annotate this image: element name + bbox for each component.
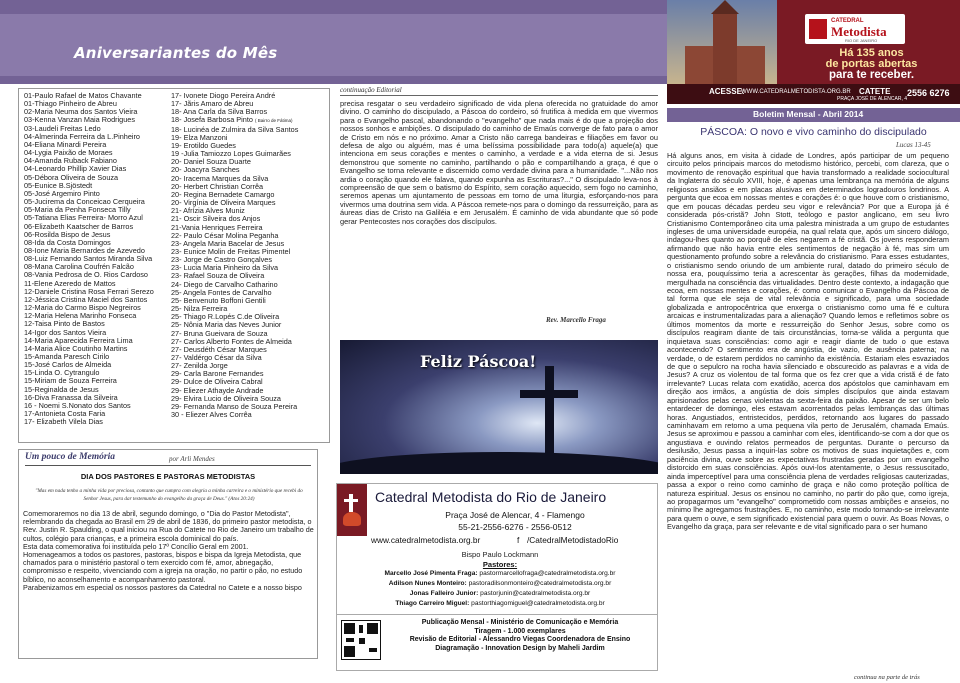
easter-image [340,340,658,474]
birthday-entry [171,100,329,108]
birthday-banner [0,0,667,84]
birthday-name: 29- Fernanda Manso de Souza Pereira [171,402,298,411]
birthday-name: 15-Linda O. Cytrangulo [24,369,100,378]
birthday-name: 04-Eliana Minardi Pereira [24,140,107,149]
birthday-list [18,88,330,443]
birthday-entry [24,263,174,271]
birthday-name: 15-Miriam de Souza Ferreira [24,377,117,386]
birthday-name: 25- Nilza Ferreira [171,305,228,314]
birthday-entry [24,337,174,345]
card-pastor-row [341,570,659,577]
birthday-entry [171,411,329,419]
birthday-entry [24,149,174,157]
birthday-name: 12-Taisa Pinto de Bastos [24,320,105,329]
church-tower [713,12,737,84]
birthday-entry [24,377,174,385]
ad-promo-line-3: para te receber. [828,69,915,81]
birthday-entry [24,214,174,222]
card-pastor-name: Marcello José Pimenta Fraga: [384,570,478,577]
birthday-entry [24,271,174,279]
birthday-entry [24,361,174,369]
birthday-entry [171,183,329,191]
birthday-name: 01-Thiago Pinheiro de Abreu [24,100,117,109]
card-pastores-label: Pastores: [482,560,518,569]
birthday-name: 25- Angela Fontes de Carvalho [171,288,272,297]
ad-promo-line-1: Há 135 anos [839,47,904,59]
birthday-name: 22- Paulo César Molina Peganha [171,231,279,240]
memoria-paragraph: Parabenizamos em especial os nossos pastores da Catedral no Catete e a nosso bispo [23,582,302,592]
ad-site-link[interactable]: WWW.CATEDRALMETODISTA.ORG.BR [741,89,851,95]
qr-code-icon[interactable] [341,620,381,660]
birthday-entry [24,410,174,418]
boletim-bar [667,108,960,122]
cathedral-card [336,483,658,671]
birthday-entry [24,369,174,377]
card-pastor-email[interactable]: pastoradilsonmonteiro@catedralmetodista.org.br [468,580,612,587]
birthday-entry [171,321,329,329]
birthday-name: 17- Elizabeth Vilela Dias [24,418,103,427]
ad-logo-sub: RIO DE JANEIRO [845,38,878,43]
birthday-entry [24,312,174,320]
card-pub-line: Tiragem - 1.000 exemplares [474,627,566,635]
card-publication-info [387,619,653,653]
editorial-divider [340,95,658,96]
birthday-name: 21-Vania Henriques Ferreira [171,223,263,232]
memoria-subtitle: DIA DOS PASTORES E PASTORAS METODISTAS [80,472,256,481]
memoria-quote: "Mas em nada tenho a minha vida por preciosa, contanto que cumpra com alegria a minha carreira e o ministério que recebi do Senhor Jesus, para dar testemunho do evangelho da graça de Deus." (Atos 20:24) [35,488,303,502]
card-phones: 55-21-2556-6276 - 2556-0512 [458,522,572,532]
birthday-entry [171,199,329,207]
birthday-entry [24,190,174,198]
birthday-entry [171,256,329,264]
card-pub-line: Revisão de Editorial - Alessandro Viegas Coordenadora de Ensino [409,636,631,643]
birthday-entry [171,395,329,403]
birthday-entry [171,150,329,158]
birthday-note: ( Bairro de Fátima) [254,118,293,124]
church-spire [711,0,739,14]
birthday-entry [24,304,174,312]
birthday-name: 21- Afrízia Alves Muniz [171,207,245,216]
birthday-name: 08-Ione Maria Bernardes de Azevedo [24,246,145,255]
birthday-name: 15-Amanda Paresch Cirilo [24,353,110,361]
birthday-entry [24,100,174,108]
birthday-entry [24,394,174,402]
birthday-entry [171,297,329,305]
birthday-name: 20- Virgínia de Oliveira Marques [171,199,276,208]
birthday-entry [171,264,329,272]
birthday-entry [171,126,329,134]
birthday-name: 29- Dulce de Oliveira Cabral [171,378,263,387]
birthday-name: 27- Deusdéth César Marques [171,345,267,354]
birthday-entry [171,142,329,150]
card-bishop: Bispo Paulo Lockmann [461,550,539,559]
birthday-entry [24,320,174,328]
methodist-logo-icon [809,19,827,39]
birthday-name: 03-Kenna Vanzan Maia Rodrigues [24,116,136,125]
birthday-name: 30 - Eliezer Alves Corrêa [171,411,252,420]
birthday-name: 12-Jéssica Cristina Maciel dos Santos [24,295,148,304]
birthday-name: 08-Ida da Costa Domingos [24,238,111,247]
birthday-name: 20- Iracema Marques da Silva [171,174,269,183]
birthday-column-2 [171,92,329,419]
card-pub-line: Publicação Mensal - Ministério de Comunicação e Memória [421,619,619,626]
birthday-name: 20- Joacyra Sanches [171,166,240,175]
birthday-name: 12-Maria Helena Marinho Fonseca [24,312,137,321]
ad-catete-label: CATETE [859,87,891,96]
birthday-name: 14-Maria Alice Coutinho Martins [24,344,128,353]
birthday-name: 08-Luiz Fernando Santos Miranda Silva [24,255,153,264]
birthday-entry [171,281,329,289]
birthday-entry [24,182,174,190]
birthday-name: 02-Maria Neuma dos Santos Vieira [24,108,138,117]
birthday-entry [24,386,174,394]
methodist-cross-flame-icon [337,484,367,536]
church-photo [667,0,777,84]
birthday-name: 03-Laudeli Freitas Ledo [24,124,101,133]
birthday-name: 27- Valdérgo César da Silva [171,354,262,362]
card-site-link[interactable]: www.catedralmetodista.org.br [371,535,481,545]
birthday-name: 04-Almerinda Ferreira da L.Pinheiro [24,132,140,141]
birthday-entry [171,305,329,313]
birthday-entry [171,224,329,232]
birthday-entry [171,215,329,223]
ad-acesse-label: ACESSE: [709,87,745,96]
article-reference: Lucas 13-45 [896,141,931,149]
birthday-name: 08-Vania Pedrosa de O. Rios Cardoso [24,271,148,280]
editorial-label: continuação Editorial [340,86,402,94]
birthday-entry [171,175,329,183]
birthday-entry [171,387,329,395]
memoria-text [23,510,317,592]
birthday-entry [24,116,174,124]
memoria-section [18,449,318,659]
birthday-name: 20- Daniel Souza Duarte [171,158,251,167]
birthday-entry [171,346,329,354]
birthday-entry [171,330,329,338]
birthday-column-1 [24,92,174,426]
birthday-name: 04-Amanda Ruback Fabiano [24,157,117,166]
ad-logo-name: Metodista [831,24,887,39]
card-pastor-name: Adilson Nunes Monteiro: [388,580,467,587]
birthday-entry [24,296,174,304]
birthday-entry [171,92,329,100]
birthday-entry [171,272,329,280]
birthday-entry [24,231,174,239]
birthday-name: 23- Angela Maria Bacelar de Jesus [171,239,285,248]
birthday-entry [24,329,174,337]
birthday-name: 23- Jorge de Castro Gonçalves [171,256,272,265]
birthday-name: 19 -Julia Tamiozzo Lopes Guimarães [171,150,291,159]
birthday-entry [24,125,174,133]
birthday-entry [171,362,329,370]
birthday-name: 19- Elza Manzoni [171,133,228,142]
birthday-entry [171,240,329,248]
birthday-name: 29- Eliezer Athayde Andrade [171,386,264,395]
birthday-entry [24,133,174,141]
birthday-entry [171,378,329,386]
birthday-entry [171,248,329,256]
birthday-name: 04-Leonardo Phillip Xavier Dias [24,165,127,174]
card-pastor-name: Jonas Falleiro Junior: [409,590,479,597]
facebook-icon: f [517,535,520,545]
card-pastor-email[interactable]: pastormarcellofraga@catedralmetodista.org.br [479,570,616,577]
memoria-divider [25,465,311,466]
birthday-name: 17-Antonieta Costa Faria [24,410,106,419]
ad-phone: 2556 6276 [907,88,950,98]
birthday-name: 23- Lucia Maria Pinheiro da Silva [171,264,279,273]
birthday-name: 16 - Noemi S.Nonato dos Santos [24,401,131,410]
birthday-entry [171,108,329,116]
birthday-entry [24,141,174,149]
ad-address: PRAÇA JOSÉ DE ALENCAR, 4 [837,96,908,102]
birthday-name: 20- Regina Bernadete Camargo [171,190,275,199]
birthday-name: 05-Eunice B.Sjöstedt [24,181,93,190]
card-pastor-name: Thiago Carreiro Miguel: [395,600,470,607]
birthday-entry [24,402,174,410]
birthday-entry [171,166,329,174]
birthday-name: 05-Maria da Penha Fonseca Tilly [24,206,131,215]
card-facebook-link[interactable]: /CatedralMetodistadoRio [527,535,619,545]
birthday-name: 15-Reginalda de Jesus [24,385,99,394]
memoria-paragraph: Esta data comemorativa foi instituída pelo 17º Concílio Geral em 2001. [23,541,249,551]
card-pastor-row [341,590,659,597]
editorial-text: precisa resgatar o seu verdadeiro significado de vida plena oferecida no gratuidade do amor divino. O caminho do discipulado, a Páscoa do cordeiro, só frutifica à medida em que vivermos para o Evangelho pascal, abandonando o "evangelho" que nada mais é do que a projeção dos nossos sonhos e ambições. O discipulado do caminho de Emaús converge de fato para o amor de Cristo em nós e no próximo. Amar a Cristo não carrega bandeiras e filiações em favor ou defesa de algo ou alguém, mas é uma belíssima possibilidade para todo(a) aquele(a) que intenciona em seus corações e mentes o caminho, a verdade e a vida eterna de si. Jesus demonstrou que somente no caminho, partilhando o pão e compartilhando a graça, é que o Evangelho se torna relevante e discernido como verdade divina para a humanidade. "...Não nos ardia o coração quando ele falava, quando expunha as Escrituras?..." O discipulado leva-nos à compreensão de que sem o batismo do Espírito, sem coração aquecido, sem fogo no caminho, seremos apenas um ajuntamento de pessoas em torno de uma liturgia, esforçando-nos para vivermos uma doutrina sem vida. A Páscoa remete-nos para o domingo da ressurreição, para as áureas dias de Cristo na Galiléia e em Jerusalém. É caminho de vida abundante que só pode gerar Pentecostes nos corações dos discípulos. [340,99,658,226]
ad-info-strip [667,84,960,104]
birthday-name: 06-Elizabeth Kaatscher de Barros [24,222,134,231]
birthday-entry [24,280,174,288]
birthday-entry [24,345,174,353]
birthday-name: 08-Mana Carolina Coufrén Falcão [24,263,134,272]
birthday-entry [24,165,174,173]
birthday-name: 21- Oscir Silveira dos Anjos [171,215,261,224]
editorial-signature: Rev. Marcello Fraga [546,316,606,324]
birthday-name: 05-Débora Oliveira de Souza [24,173,119,182]
birthday-entry [171,403,329,411]
birthday-entry [24,206,174,214]
birthday-entry [24,198,174,206]
easter-greeting: Feliz Páscoa! [420,352,537,371]
article-continued-note: continua na parte de trás [854,674,920,681]
birthday-name: 24- Diego de Carvalho Catharino [171,280,278,289]
birthday-entry [171,134,329,142]
hill-silhouette [340,452,658,474]
birthday-name: 16-Diva Franassa da Silveira [24,393,118,402]
birthday-name: 27- Bruna Gueivara de Souza [171,329,268,338]
birthday-name: 20- Herbert Christian Corrêa [171,182,264,191]
birthday-name: 18- Josefa Barbosa Pinto [171,116,253,125]
birthday-name: 18- Ana Carla da Silva Barros [171,108,268,117]
memoria-title: Um pouco de Memória [25,452,115,462]
birthday-name: 23- Rafael Souza de Oliveira [171,272,265,281]
cathedral-ad[interactable] [667,0,960,104]
memoria-paragraph: Comemoraremos no dia 13 de abril, segundo domingo, o "Dia do Pastor Metodista", relembrando da chegada ao Brasil em 29 de abril de 1836, do primeiro pastor metodista, o Rev. Justin R. Spaulding, o qual iniciou na Rua do Catete no Rio de Janeiro um trabalho de cultos, colégio para crianças, e a primeira escola dominical do país. [23,509,314,543]
card-pastor-email[interactable]: pastorthiagomiguel@catedralmetodista.org.br [471,600,605,607]
birthday-name: 05-José Argemiro Pinto [24,189,100,198]
card-pastor-row [341,600,659,607]
birthday-entry [171,338,329,346]
birthday-entry [171,289,329,297]
birthday-name: 25- Benvenuto Boffoni Gentili [171,296,266,305]
cross-bar [520,390,578,398]
birthday-entry [24,108,174,116]
ad-logo-top: CATEDRAL [831,18,864,24]
birthday-name: 06-Rosilda Bispo de Jesus [24,230,111,239]
birthday-name: 14-Maria Aparecida Ferreira Lima [24,336,133,345]
boletim-label: Boletim Mensal - Abril 2014 [753,109,864,119]
birthday-entry [171,158,329,166]
birthday-name: 11-Elene Azeredo de Mattos [24,279,116,288]
banner-title: Aniversariantes do Mês [74,44,278,62]
birthday-entry [24,92,174,100]
birthday-name: 29- Elvira Lucio de Oliveira Souza [171,394,281,403]
birthday-name: 14-Igor dos Santos Vieira [24,328,107,337]
birthday-name: 04-Lygia Paixão de Moraes [24,149,113,158]
birthday-name: 29- Carla Barone Fernandes [171,370,264,379]
birthday-entry [24,353,174,361]
article-title: PÁSCOA: O novo e vivo caminho do discipulado [700,126,927,138]
birthday-name: 27- Zenilda Jorge [171,362,228,371]
birthday-name: 05-Jucirema da Conceicao Cerqueira [24,198,145,207]
birthday-name: 17- Jãris Amaro de Abreu [171,100,254,109]
ad-promo [783,48,960,81]
birthday-entry [24,418,174,426]
card-pub-line: Diagramação - Innovation Design by Maheli Jardim [435,644,605,652]
birthday-name: 18- Lucinéa de Zulmira da Silva Santos [171,125,299,134]
card-address: Praça José de Alencar, 4 - Flamengo [445,510,585,520]
card-pastor-email[interactable]: pastorjunin@catedralmetodista.org.br [480,590,591,597]
article-text: Há alguns anos, em visita à cidade de Londres, após participar de um pequeno circuito pelos principais marcos do metodismo histórico, percebi, com clareza, que o movimento de renovação espiritual que havia transformado a realidade sociocultural da Inglaterra do século XVIII, hoje, é apenas uma lembrança na memória de alguns religiosos ansiãos e em placas alusivas em determinados logradouros londrinos. A pergunta que ecoa em nossas mentes e corações é: o que houve com o cristianismo, que em poucas décadas perdeu seu vigor e relevância? Por que a Europa já é considerada pós-cristã? John Stott, teólogo e pastor anglicano, em seu livro Cristianismo Contemporâneo cita uma palestra ministrada a um grupo de estudantes ingleses de uma universidade européia, na qual relata que, após um sincero diálogo, indagou-lhes quanto ao porquê de eles negarem a fé cristã. Os jovens responderam afirmando que não havia entre eles sentimentos de negação à fé, mas sim um questionamento profundo sobre a relevância do cristianismo. Para esses estudantes, o cristianismo sendo oriundo de um ambiente rural, datado do primeiro século de nossa era, pouquíssimo teria a acrescentar às gerações, filhas da modernidade, mergulhada na consciência das virtualidades. Dentro deste contexto, a indagação que ecoa, em nossas mentes e corações, é: como comunicar o Evangelho da Páscoa de tal forma que ele seja de vital relevância e significado, para uma sociedade globalizada e antropocêntrica que enxerga o cristianismo como uma fé e cultura arcaicas e instrumentalizadas para a alienação? Quando lemos e refletimos sobre os últimos momentos da morte e ressurreição do Senhor Jesus, sobre como os discípulos reagiram diante de tais circunstâncias, torna-se válida a pergunta que inquietava suas consciências: como agir e reagir diante de tudo o que estava acontecendo? O sentimento era de angústia, de vazio, de ausência paterna; na verdade, o de estarem perdidos no caminho da existência. Estariam eles esvaziados de que o sepulcro na rocha havia silenciado e obscurecido as palavras e a vida de Jesus? A cruz os violentou de tal forma que os fez crer que a vida cristã é de fato irrelevante? Lucas relata com exatidão, acerca dos apóstolos que caminhavam em direção aos irmãos, a angústia de dois simples discípulos que ainda estavam aprisionados pelas cenas violentas da sexta-feira da paixão. Apesar de ser um belo entardecer de domingo, eles estavam acorrentados pelas lembranças das últimas horas. Angustiados, entristecidos, perdidos, retornando aos lugares do passado caminhavam em retorno a uma pequena vila perto de Jerusalém, chamada Emaús. Jesus se aproximou e passou a caminhar com eles, identificando-se com a dor que os angustiava e ouvindo relatos permeados de perguntas. Durante o percurso da desilusão, Jesus passa a inquiri-las sobre os motivos de suas inquietações e, com paciência divina, ouve sobre as expectativas frustradas geradas por um evangelho distorcido em suas consciências. Após ouvi-los atentamente, o Jesus ressuscitado, ainda imperceptível para uma consciência plena de verdades religiosas cauterizadas, passa a expor o reino como caminho de graça e não como proteção política de natureza espiritual. Jesus os ensinou no caminho, no partir do pão que, como igreja, ao propagarmos um "evangelho" comprometido com nossas ambições e anseios, no mínimo lhe agregamos frustrações. E, no caminho, este modo tornando-se irrelevante para quem o ouve, e sem significado existencial para quem o ouvir. As Boas Novas, o Evangelho da graça, para ser relevante e de vital significado para o ser humano [667,151,949,532]
birthday-entry [171,207,329,215]
birthday-name: 05-Tatiana Elias Ferreira- Morro Azul [24,214,143,223]
birthday-entry [171,116,329,125]
birthday-entry [24,288,174,296]
birthday-name: 25- Thiago R.Lopés C.de Oliveira [171,313,280,322]
birthday-entry [24,255,174,263]
birthday-name: 01-Paulo Rafael de Matos Chavante [24,92,142,100]
birthday-name: 25- Nônia Maria das Neves Junior [171,321,282,330]
birthday-entry [171,354,329,362]
card-church-name: Catedral Metodista do Rio de Janeiro [375,489,607,505]
birthday-entry [171,191,329,199]
ad-logo [805,14,905,44]
memoria-paragraph: Homenageamos a todos os pastores, pastoras, bispos e bispa da Igreja Metodista, que chamados para o ministério pastoral o tem exercido com fé, amor, abnegação, compromisso e respeito, vivenciando com a igreja na oração, no partir o pão, no estudo bíblico, no aconselhamento e acompanhamento pastoral. [23,550,303,584]
birthday-name: 19- Erotildo Guedes [171,141,236,150]
birthday-name: 27- Carlos Alberto Fontes de Almeida [171,337,292,346]
birthday-entry [171,370,329,378]
birthday-name: 12-Maria do Carmo Bispo Negreiros [24,304,141,313]
birthday-name: 15-José Carlos de Almeida [24,361,112,370]
birthday-entry [24,174,174,182]
birthday-name: 17- Ivonete Diogo Pereira André [171,92,276,100]
birthday-entry [24,223,174,231]
birthday-entry [24,157,174,165]
memoria-author: por Arli Mendes [169,455,215,463]
birthday-entry [171,232,329,240]
card-pastor-row [341,580,659,587]
birthday-entry [24,239,174,247]
birthday-name: 12-Daniele Cristina Rosa Ferrari Serezo [24,287,154,296]
birthday-entry [24,247,174,255]
ad-promo-line-2: de portas abertas [825,58,918,70]
birthday-name: 23- Eunice Molin de Freitas Pimentel [171,247,291,256]
birthday-entry [171,313,329,321]
card-divider [337,614,657,615]
